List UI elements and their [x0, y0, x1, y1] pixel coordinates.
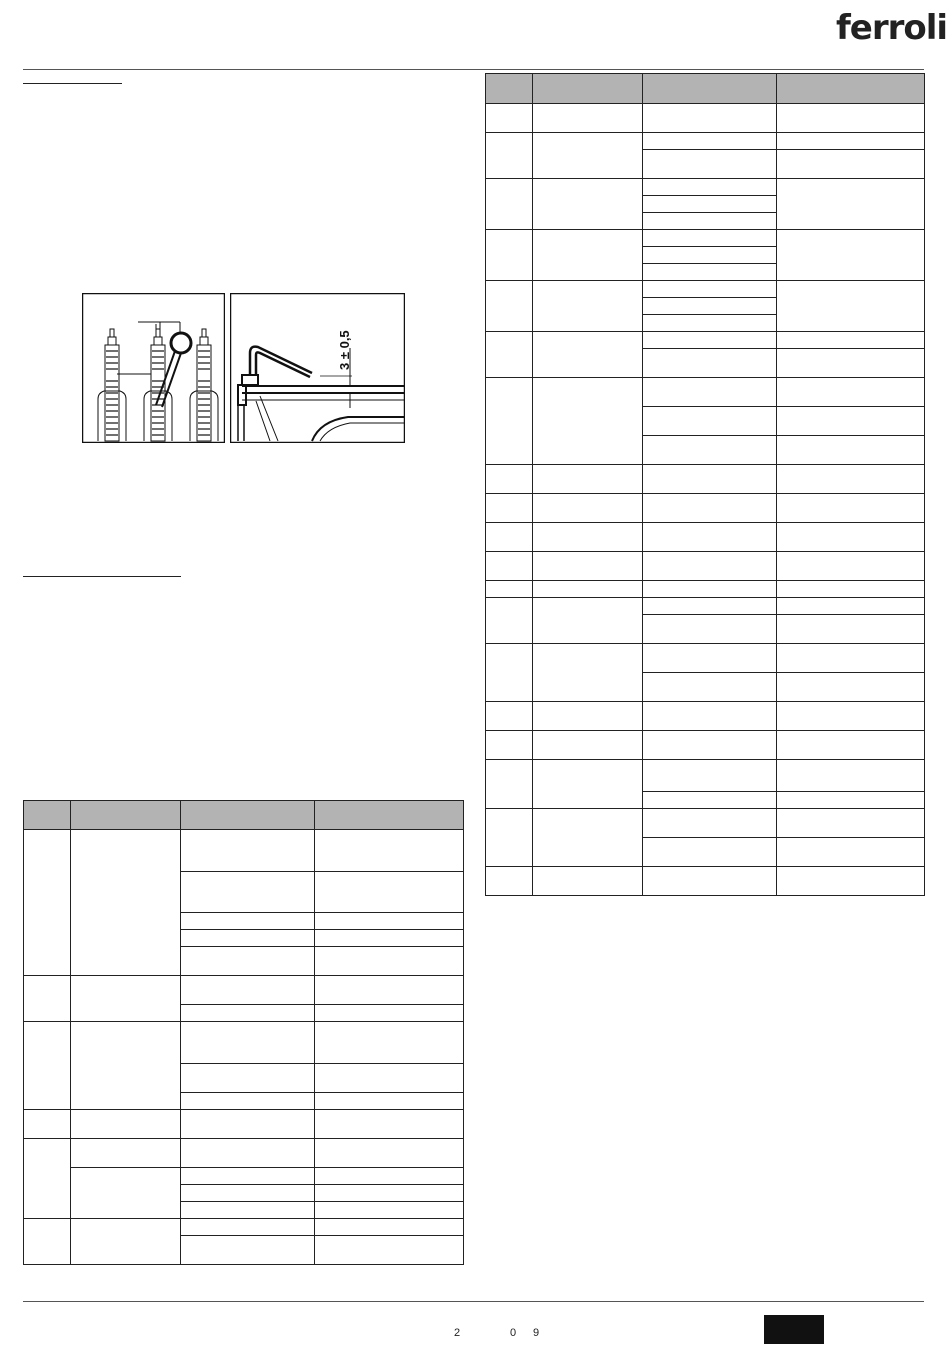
table-cell — [71, 1110, 181, 1139]
table-cell — [533, 523, 643, 552]
table-cell — [643, 104, 777, 133]
table-header-cell — [643, 74, 777, 104]
table-cell — [777, 179, 925, 230]
table-cell — [643, 809, 777, 838]
table-cell — [71, 830, 181, 976]
table-cell — [315, 1093, 464, 1110]
table-cell — [181, 872, 315, 913]
table-row — [486, 731, 925, 760]
table-cell — [315, 913, 464, 930]
table-cell — [643, 179, 777, 196]
table-cell — [643, 494, 777, 523]
table-cell — [181, 830, 315, 872]
table-cell — [643, 760, 777, 792]
table-cell — [24, 1139, 71, 1219]
table-cell — [486, 581, 533, 598]
table-cell — [181, 1202, 315, 1219]
table-cell — [643, 264, 777, 281]
table-cell — [486, 332, 533, 378]
table-cell — [643, 407, 777, 436]
table-row — [24, 830, 464, 872]
table-cell — [315, 1202, 464, 1219]
table-cell — [315, 1236, 464, 1265]
table-header-row — [486, 74, 925, 104]
table-cell — [533, 332, 643, 378]
table-cell — [643, 213, 777, 230]
table-cell — [777, 702, 925, 731]
table-cell — [533, 702, 643, 731]
table-cell — [643, 598, 777, 615]
table-cell — [643, 792, 777, 809]
table-cell — [486, 523, 533, 552]
table-cell — [181, 1093, 315, 1110]
table-row — [486, 281, 925, 298]
table-cell — [533, 598, 643, 644]
table-row — [24, 1219, 464, 1236]
table-header-cell — [777, 74, 925, 104]
table-header-cell — [71, 801, 181, 830]
table-cell — [777, 792, 925, 809]
page-number-digit: 0 — [510, 1327, 517, 1339]
table-cell — [315, 1139, 464, 1168]
table-row — [486, 465, 925, 494]
table-cell — [71, 1139, 181, 1168]
table-cell — [777, 104, 925, 133]
table-cell — [486, 378, 533, 465]
table-cell — [643, 436, 777, 465]
left-data-table — [23, 800, 464, 1265]
table-cell — [315, 872, 464, 913]
table-cell — [71, 1168, 181, 1219]
table-cell — [181, 1005, 315, 1022]
table-cell — [486, 809, 533, 867]
section-heading-underline — [23, 576, 181, 577]
table-row — [24, 1022, 464, 1064]
table-cell — [643, 731, 777, 760]
table-cell — [777, 332, 925, 349]
table-row — [486, 179, 925, 196]
table-cell — [533, 581, 643, 598]
section-heading-underline — [23, 83, 122, 84]
table-cell — [181, 976, 315, 1005]
table-cell — [777, 598, 925, 615]
table-row — [486, 867, 925, 896]
table-cell — [71, 1219, 181, 1265]
table-cell — [181, 930, 315, 947]
language-tab-marker — [764, 1315, 824, 1344]
table-cell — [777, 230, 925, 281]
table-cell — [777, 378, 925, 407]
table-row — [486, 230, 925, 247]
brand-logo: ferroli — [836, 8, 948, 48]
table-cell — [643, 247, 777, 264]
table-header-cell — [315, 801, 464, 830]
table-cell — [486, 230, 533, 281]
table-cell — [315, 930, 464, 947]
table-cell — [315, 1064, 464, 1093]
table-cell — [643, 673, 777, 702]
table-cell — [643, 581, 777, 598]
table-cell — [643, 349, 777, 378]
burner-nozzles-figure — [82, 293, 225, 443]
electrode-gap-label: 3 ± 0,5 — [337, 330, 352, 370]
table-cell — [643, 615, 777, 644]
table-row — [24, 1110, 464, 1139]
table-cell — [486, 702, 533, 731]
page-number-digit: 2 — [454, 1327, 461, 1339]
table-cell — [24, 1022, 71, 1110]
table-cell — [181, 913, 315, 930]
table-cell — [315, 1005, 464, 1022]
table-cell — [486, 598, 533, 644]
table-cell — [71, 976, 181, 1022]
table-cell — [777, 581, 925, 598]
table-cell — [777, 867, 925, 896]
table-row — [24, 976, 464, 1005]
table-cell — [777, 760, 925, 792]
table-cell — [777, 838, 925, 867]
table-cell — [486, 552, 533, 581]
table-header-cell — [486, 74, 533, 104]
table-cell — [643, 465, 777, 494]
table-cell — [777, 615, 925, 644]
table-cell — [777, 523, 925, 552]
table-cell — [533, 378, 643, 465]
table-cell — [643, 552, 777, 581]
table-cell — [486, 104, 533, 133]
table-cell — [777, 809, 925, 838]
table-cell — [777, 465, 925, 494]
table-cell — [486, 867, 533, 896]
table-cell — [533, 760, 643, 809]
table-cell — [777, 150, 925, 179]
table-cell — [643, 230, 777, 247]
table-row — [486, 581, 925, 598]
table-cell — [486, 494, 533, 523]
table-cell — [777, 731, 925, 760]
table-cell — [24, 1110, 71, 1139]
table-cell — [181, 1110, 315, 1139]
table-cell — [181, 1022, 315, 1064]
table-cell — [533, 494, 643, 523]
table-cell — [486, 281, 533, 332]
table-cell — [777, 281, 925, 332]
table-cell — [777, 552, 925, 581]
table-cell — [643, 315, 777, 332]
table-cell — [643, 523, 777, 552]
table-cell — [643, 867, 777, 896]
table-cell — [533, 552, 643, 581]
table-cell — [24, 830, 71, 976]
table-cell — [315, 830, 464, 872]
table-cell — [181, 1185, 315, 1202]
table-row — [486, 598, 925, 615]
table-cell — [643, 196, 777, 213]
table-cell — [71, 1022, 181, 1110]
table-cell — [315, 1022, 464, 1064]
table-cell — [643, 644, 777, 673]
table-row — [486, 378, 925, 407]
table-cell — [643, 298, 777, 315]
table-cell — [533, 230, 643, 281]
table-cell — [24, 1219, 71, 1265]
page-number-digit: 9 — [533, 1327, 540, 1339]
electrode-gap-figure — [230, 293, 405, 443]
table-row — [486, 104, 925, 133]
table-header-cell — [181, 801, 315, 830]
table-row — [486, 523, 925, 552]
table-row — [486, 552, 925, 581]
table-cell — [315, 1168, 464, 1185]
table-row — [486, 702, 925, 731]
table-cell — [315, 976, 464, 1005]
table-cell — [533, 104, 643, 133]
table-row — [486, 494, 925, 523]
table-cell — [777, 673, 925, 702]
table-cell — [643, 378, 777, 407]
table-cell — [24, 976, 71, 1022]
table-cell — [777, 644, 925, 673]
table-row — [486, 760, 925, 792]
table-cell — [643, 133, 777, 150]
table-cell — [181, 1064, 315, 1093]
table-cell — [486, 133, 533, 179]
table-row — [486, 133, 925, 150]
table-cell — [643, 150, 777, 179]
table-cell — [533, 809, 643, 867]
table-row — [24, 1168, 464, 1185]
table-cell — [486, 465, 533, 494]
header-rule — [23, 69, 924, 70]
table-cell — [181, 1139, 315, 1168]
table-cell — [533, 867, 643, 896]
footer-rule — [23, 1301, 924, 1302]
table-cell — [777, 436, 925, 465]
table-row — [486, 332, 925, 349]
table-cell — [533, 644, 643, 702]
table-cell — [533, 133, 643, 179]
table-cell — [643, 838, 777, 867]
table-cell — [533, 465, 643, 494]
table-cell — [643, 281, 777, 298]
table-header-row — [24, 801, 464, 830]
table-cell — [181, 1219, 315, 1236]
table-cell — [181, 1168, 315, 1185]
table-cell — [777, 494, 925, 523]
table-cell — [181, 1236, 315, 1265]
table-cell — [643, 702, 777, 731]
right-data-table — [485, 73, 925, 896]
table-cell — [777, 349, 925, 378]
table-row — [486, 809, 925, 838]
table-cell — [486, 179, 533, 230]
table-row — [486, 644, 925, 673]
table-cell — [315, 1219, 464, 1236]
table-header-cell — [533, 74, 643, 104]
table-cell — [533, 281, 643, 332]
table-row — [24, 1139, 464, 1168]
table-cell — [777, 133, 925, 150]
table-cell — [181, 947, 315, 976]
table-cell — [533, 179, 643, 230]
table-cell — [315, 1185, 464, 1202]
table-header-cell — [24, 801, 71, 830]
table-cell — [486, 760, 533, 809]
table-cell — [777, 407, 925, 436]
table-cell — [486, 731, 533, 760]
table-cell — [486, 644, 533, 702]
table-cell — [533, 731, 643, 760]
table-cell — [643, 332, 777, 349]
table-cell — [315, 1110, 464, 1139]
table-cell — [315, 947, 464, 976]
